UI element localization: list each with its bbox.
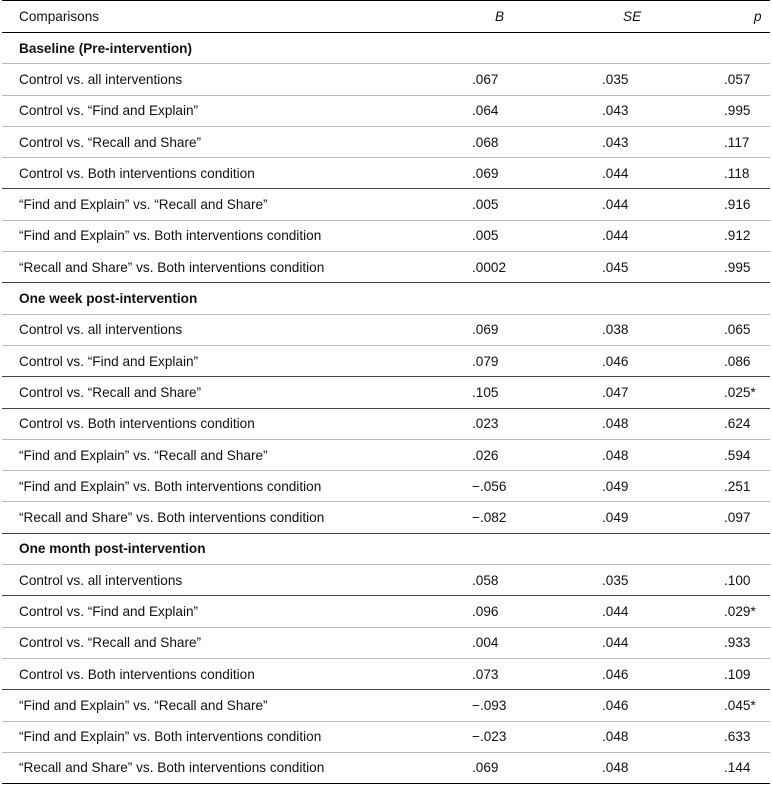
table-row	[2, 471, 770, 502]
table-row	[2, 377, 770, 408]
comparison-table	[2, 0, 770, 784]
section-title: One month post-intervention	[2, 533, 770, 564]
table-row	[2, 565, 770, 596]
table-row	[2, 752, 770, 783]
comparison-label: Control vs. Both interventions condition	[2, 658, 434, 689]
table-row	[2, 95, 770, 126]
table-row	[2, 502, 770, 533]
table-row	[2, 220, 770, 251]
b-value: .023	[434, 408, 548, 439]
b-value: .064	[434, 95, 548, 126]
p-value: .109	[666, 658, 770, 689]
p-value: .916	[666, 189, 770, 220]
comparison-label: Control vs. “Recall and Share”	[2, 377, 434, 408]
b-value: −.023	[434, 721, 548, 752]
p-value: .144	[666, 752, 770, 783]
p-value: .029*	[666, 596, 770, 627]
section-header-row	[2, 533, 770, 564]
comparison-label: “Recall and Share” vs. Both interventions condition	[2, 502, 434, 533]
comparison-label: Control vs. Both interventions condition	[2, 158, 434, 189]
table-row	[2, 408, 770, 439]
se-value: .038	[548, 314, 666, 345]
b-value: .079	[434, 345, 548, 376]
se-value: .048	[548, 439, 666, 470]
comparison-label: Control vs. “Recall and Share”	[2, 126, 434, 157]
p-value: .912	[666, 220, 770, 251]
se-value: .044	[548, 158, 666, 189]
table-row	[2, 658, 770, 689]
section-title: One week post-intervention	[2, 283, 770, 314]
section-header-row	[2, 283, 770, 314]
p-value: .594	[666, 439, 770, 470]
p-value: .933	[666, 627, 770, 658]
table-row	[2, 64, 770, 95]
comparison-label: “Find and Explain” vs. Both interventions condition	[2, 220, 434, 251]
comparison-label: Control vs. Both interventions condition	[2, 408, 434, 439]
p-value: .117	[666, 126, 770, 157]
table-row	[2, 345, 770, 376]
b-value: .0002	[434, 252, 548, 283]
table-row	[2, 252, 770, 283]
header-b: B	[434, 1, 548, 33]
b-value: −.093	[434, 690, 548, 721]
p-value: .624	[666, 408, 770, 439]
p-value: .100	[666, 565, 770, 596]
comparison-table-container	[2, 0, 770, 784]
b-value: .067	[434, 64, 548, 95]
table-row	[2, 314, 770, 345]
p-value: .118	[666, 158, 770, 189]
se-value: .044	[548, 596, 666, 627]
se-value: .049	[548, 502, 666, 533]
p-value: .045*	[666, 690, 770, 721]
b-value: .069	[434, 158, 548, 189]
b-value: .105	[434, 377, 548, 408]
se-value: .035	[548, 64, 666, 95]
comparison-label: “Recall and Share” vs. Both interventions condition	[2, 752, 434, 783]
b-value: .069	[434, 314, 548, 345]
comparison-label: “Find and Explain” vs. “Recall and Share”	[2, 690, 434, 721]
section-header-row	[2, 33, 770, 64]
se-value: .046	[548, 690, 666, 721]
p-value: .995	[666, 252, 770, 283]
table-body	[2, 1, 770, 784]
table-row	[2, 439, 770, 470]
table-row	[2, 189, 770, 220]
b-value: .005	[434, 189, 548, 220]
table-row	[2, 596, 770, 627]
comparison-label: Control vs. all interventions	[2, 64, 434, 95]
b-value: .005	[434, 220, 548, 251]
p-value: .057	[666, 64, 770, 95]
comparison-label: Control vs. all interventions	[2, 565, 434, 596]
se-value: .035	[548, 565, 666, 596]
b-value: .004	[434, 627, 548, 658]
b-value: .096	[434, 596, 548, 627]
b-value: .026	[434, 439, 548, 470]
se-value: .044	[548, 220, 666, 251]
comparison-label: “Find and Explain” vs. “Recall and Share”	[2, 439, 434, 470]
b-value: −.082	[434, 502, 548, 533]
comparison-label: Control vs. all interventions	[2, 314, 434, 345]
header-comparisons: Comparisons	[2, 1, 434, 33]
se-value: .046	[548, 658, 666, 689]
comparison-label: Control vs. “Find and Explain”	[2, 95, 434, 126]
se-value: .048	[548, 721, 666, 752]
p-value: .025*	[666, 377, 770, 408]
comparison-label: “Recall and Share” vs. Both interventions condition	[2, 252, 434, 283]
header-p: p	[666, 1, 770, 33]
b-value: .058	[434, 565, 548, 596]
b-value: −.056	[434, 471, 548, 502]
table-row	[2, 627, 770, 658]
p-value: .995	[666, 95, 770, 126]
se-value: .048	[548, 752, 666, 783]
section-title: Baseline (Pre-intervention)	[2, 33, 770, 64]
table-row	[2, 126, 770, 157]
table-row	[2, 158, 770, 189]
comparison-label: Control vs. “Find and Explain”	[2, 596, 434, 627]
se-value: .046	[548, 345, 666, 376]
table-header-row	[2, 1, 770, 33]
se-value: .043	[548, 126, 666, 157]
se-value: .044	[548, 189, 666, 220]
se-value: .047	[548, 377, 666, 408]
se-value: .044	[548, 627, 666, 658]
table-row	[2, 690, 770, 721]
se-value: .048	[548, 408, 666, 439]
p-value: .251	[666, 471, 770, 502]
b-value: .073	[434, 658, 548, 689]
table-row	[2, 721, 770, 752]
header-se: SE	[548, 1, 666, 33]
comparison-label: Control vs. “Find and Explain”	[2, 345, 434, 376]
se-value: .043	[548, 95, 666, 126]
se-value: .049	[548, 471, 666, 502]
p-value: .065	[666, 314, 770, 345]
comparison-label: “Find and Explain” vs. “Recall and Share”	[2, 189, 434, 220]
p-value: .097	[666, 502, 770, 533]
p-value: .633	[666, 721, 770, 752]
comparison-label: “Find and Explain” vs. Both interventions condition	[2, 721, 434, 752]
b-value: .068	[434, 126, 548, 157]
p-value: .086	[666, 345, 770, 376]
b-value: .069	[434, 752, 548, 783]
comparison-label: Control vs. “Recall and Share”	[2, 627, 434, 658]
comparison-label: “Find and Explain” vs. Both interventions condition	[2, 471, 434, 502]
se-value: .045	[548, 252, 666, 283]
